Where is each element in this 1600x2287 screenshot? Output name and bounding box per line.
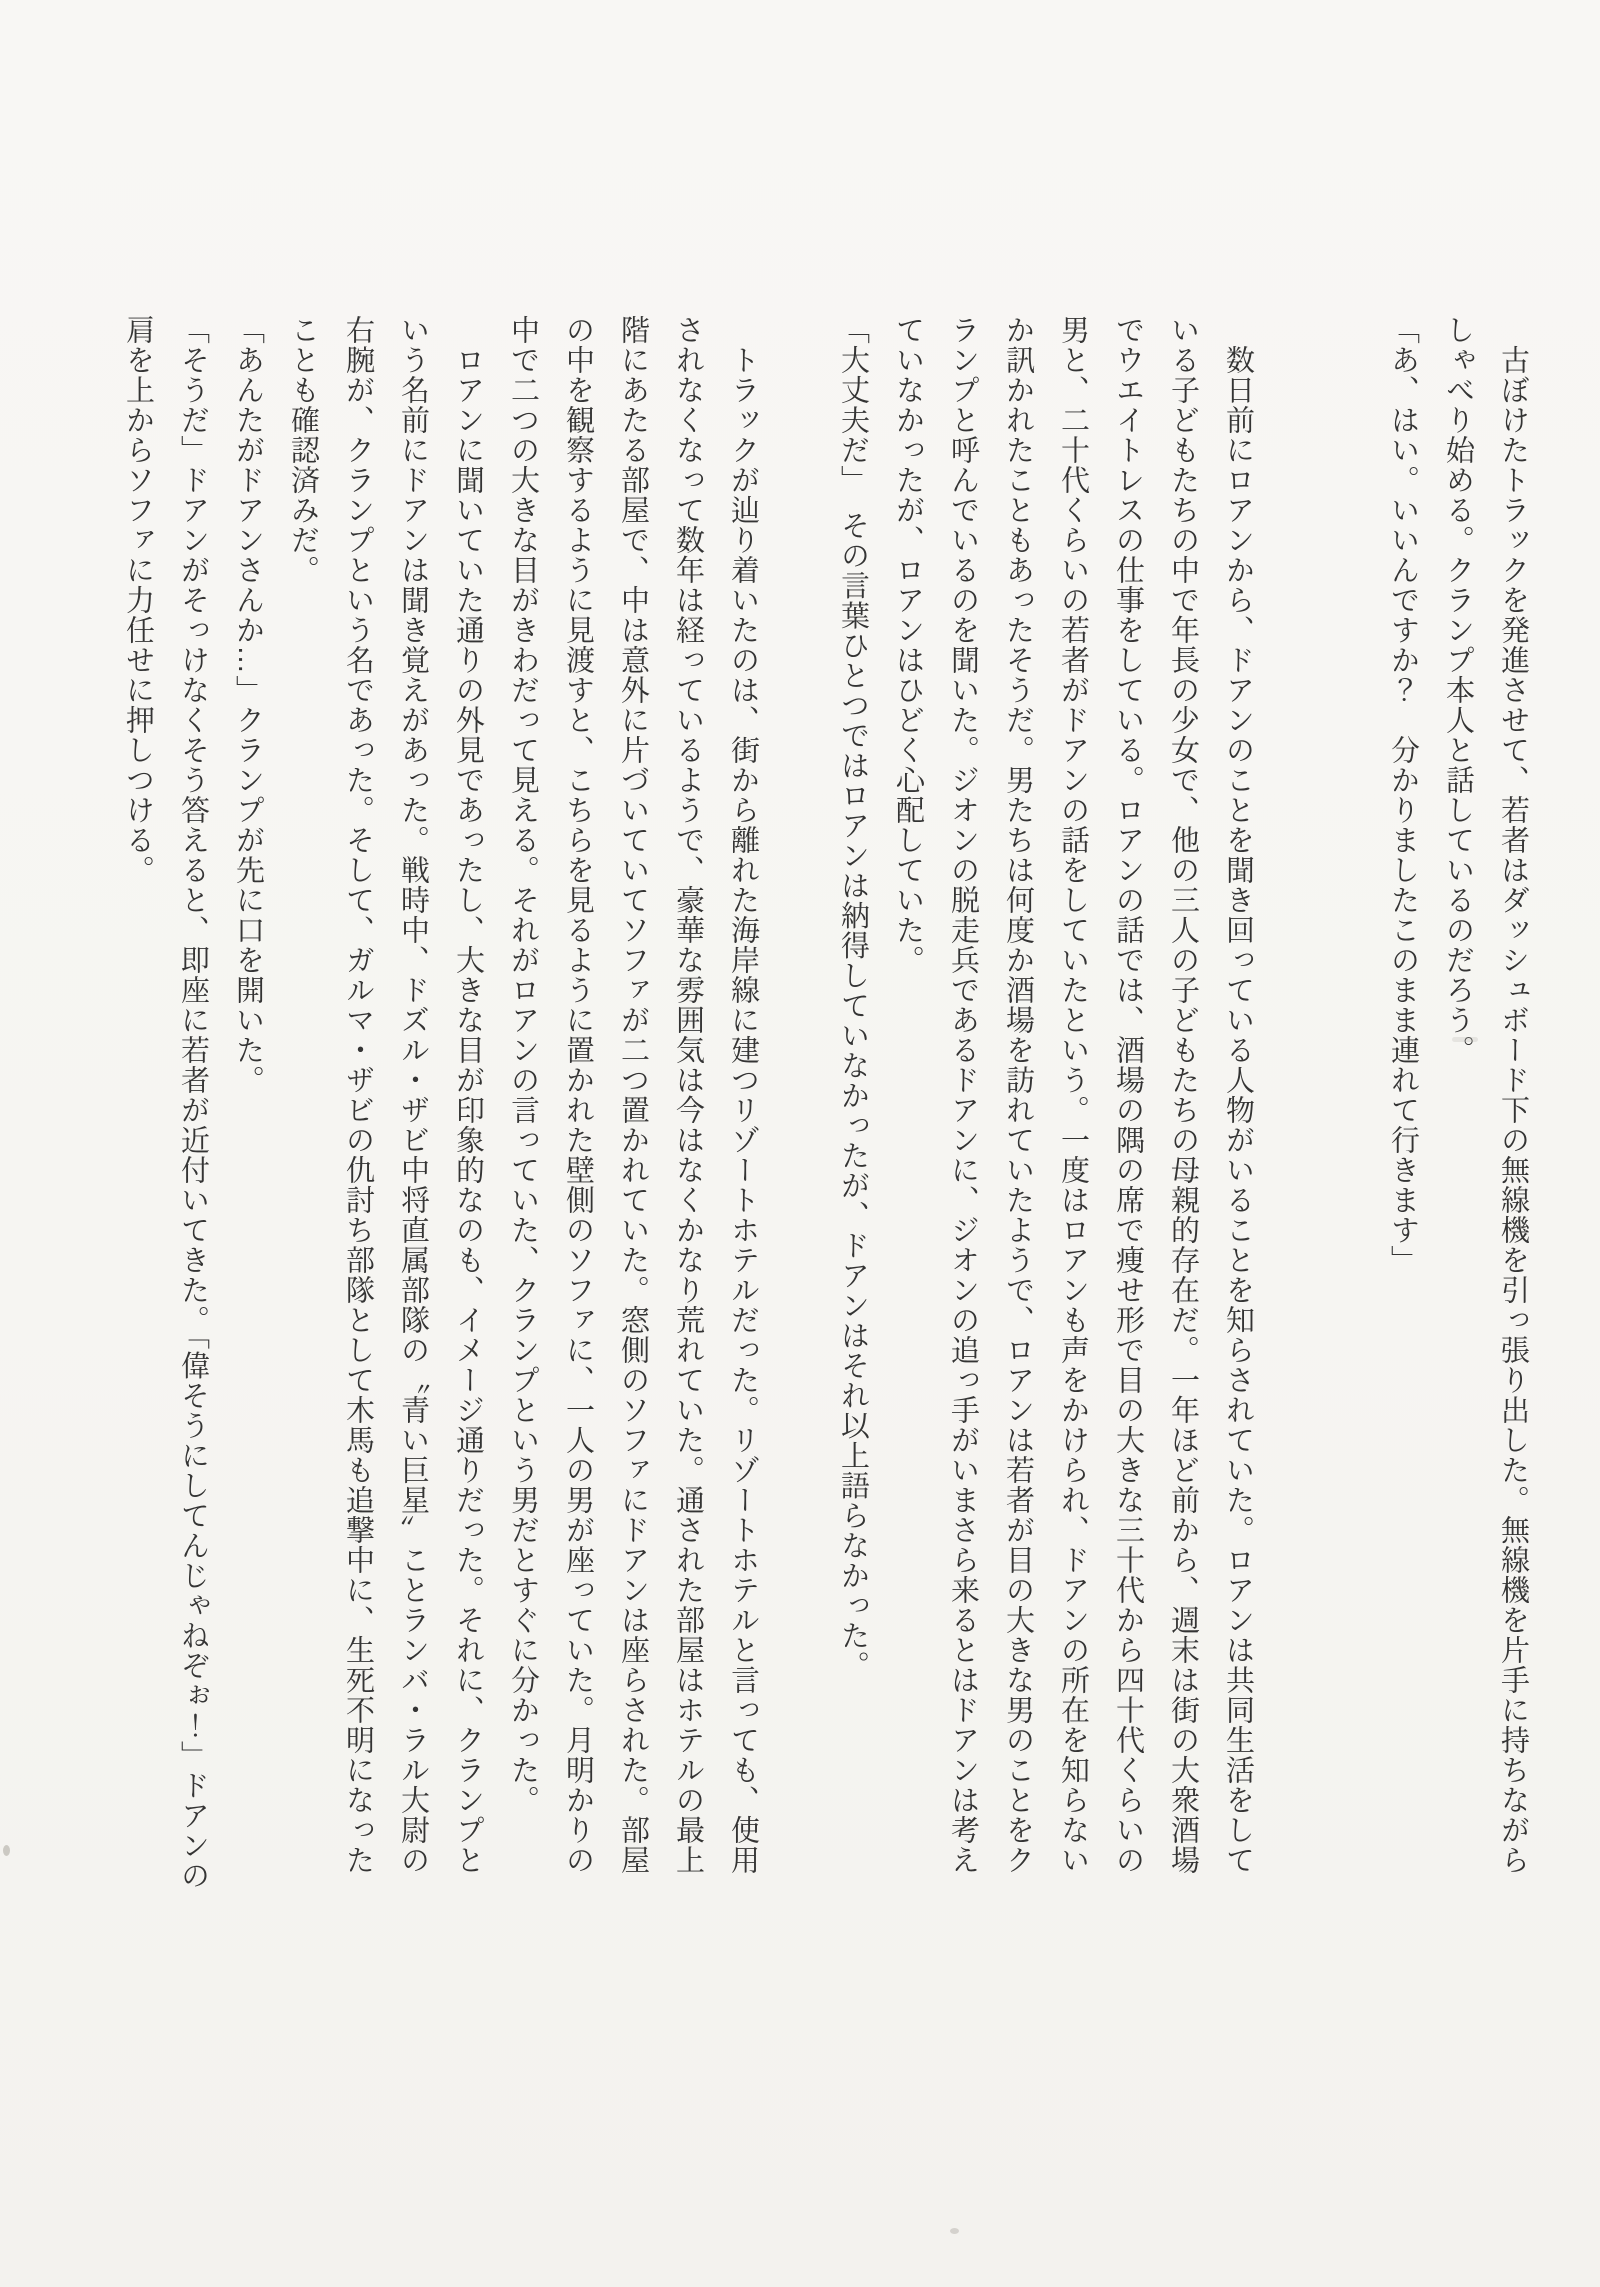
scan-speck [1452,1037,1478,1042]
text-column: ていなかったが、ロアンはひどく心配していた。 [892,315,924,975]
text-column: ことも確認済みだ。 [287,315,319,585]
scan-speck [3,1845,10,1856]
text-column: しゃべり始める。クランプ本人と話しているのだろう。 [1442,315,1474,1065]
text-column: でウエイトレスの仕事をしている。ロアンの話では、酒場の隅の席で痩せ形で目の大きな三十代から四十代くらいの [1112,315,1144,1875]
text-column: ランプと呼んでいるのを聞いた。ジオンの脱走兵であるドアンに、ジオンの追っ手がいまさら来るとはドアンは考え [947,315,979,1875]
text-column: 右腕が、クランプという名であった。そして、ガルマ・ザビの仇討ち部隊として木馬も追撃中に、生死不明になった [342,315,374,1875]
paragraph [1430,315,1540,1940]
text-column: 「あ、はい。いいんですか？ 分かりましたこのまま連れて行きます」 [1387,315,1419,1275]
paragraph [880,315,1265,1940]
text-column: 「あんたがドアンさんか…」クランプが先に口を開いた。 [232,315,264,1095]
text-column: トラックが辿り着いたのは、街から離れた海岸線に建つリゾートホテルだった。リゾートホテルと言っても、使用 [727,315,759,1875]
text-column: 階にあたる部屋で、中は意外に片づいていてソファが二つ置かれていた。窓側のソファにドアンは座らされた。部屋 [617,315,649,1875]
text-column: か訊かれたこともあったそうだ。男たちは何度か酒場を訪れていたようで、ロアンは若者が目の大きな男のことをク [1002,315,1034,1875]
text-column: 数日前にロアンから、ドアンのことを聞き回っている人物がいることを知らされていた。ロアンは共同生活をして [1222,315,1254,1875]
paragraph [275,315,495,1940]
text-column: 中で二つの大きな目がきわだって見える。それがロアンの言っていた、クランプという男だとすぐに分かった。 [507,315,539,1815]
paragraph [220,315,275,1940]
text-column: ロアンに聞いていた通りの外見であったし、大きな目が印象的なのも、イメージ通りだった。それに、クランプと [452,315,484,1875]
paragraph [825,315,880,1940]
text-column: の中を観察するように見渡すと、こちらを見るように置かれた壁側のソファに、一人の男が座っていた。月明かりの [562,315,594,1875]
paragraph [495,315,770,1940]
scan-speck [950,2228,959,2234]
text-column: 男と、二十代くらいの若者がドアンの話をしていたという。一度はロアンも声をかけられ、ドアンの所在を知らない [1057,315,1089,1875]
text-column: 古ぼけたトラックを発進させて、若者はダッシュボード下の無線機を引っ張り出した。無線機を片手に持ちながら [1497,315,1529,1875]
text-column: 「そうだ」ドアンがそっけなくそう答えると、即座に若者が近付いてきた。「偉そうにしてんじゃねぞぉ！」ドアンの [177,315,209,1891]
text-column: いる子どもたちの中で年長の少女で、他の三人の子どもたちの母親的存在だ。一年ほど前から、週末は街の大衆酒場 [1167,315,1199,1875]
text-column: 肩を上からソファに力任せに押しつける。 [122,315,154,885]
paragraph [1375,315,1430,1940]
text-column: 「大丈夫だ」 その言葉ひとつではロアンは納得していなかったが、ドアンはそれ以上語らなかった。 [837,315,869,1681]
text-column: されなくなって数年は経っているようで、豪華な雰囲気は今はなくかなり荒れていた。通された部屋はホテルの最上 [672,315,704,1875]
paragraph [110,315,220,1940]
text-block [94,315,1540,1940]
text-column: いう名前にドアンは聞き覚えがあった。戦時中、ドズル・ザビ中将直属部隊の〝青い巨星〟ことランバ・ラル大尉の [397,315,429,1875]
